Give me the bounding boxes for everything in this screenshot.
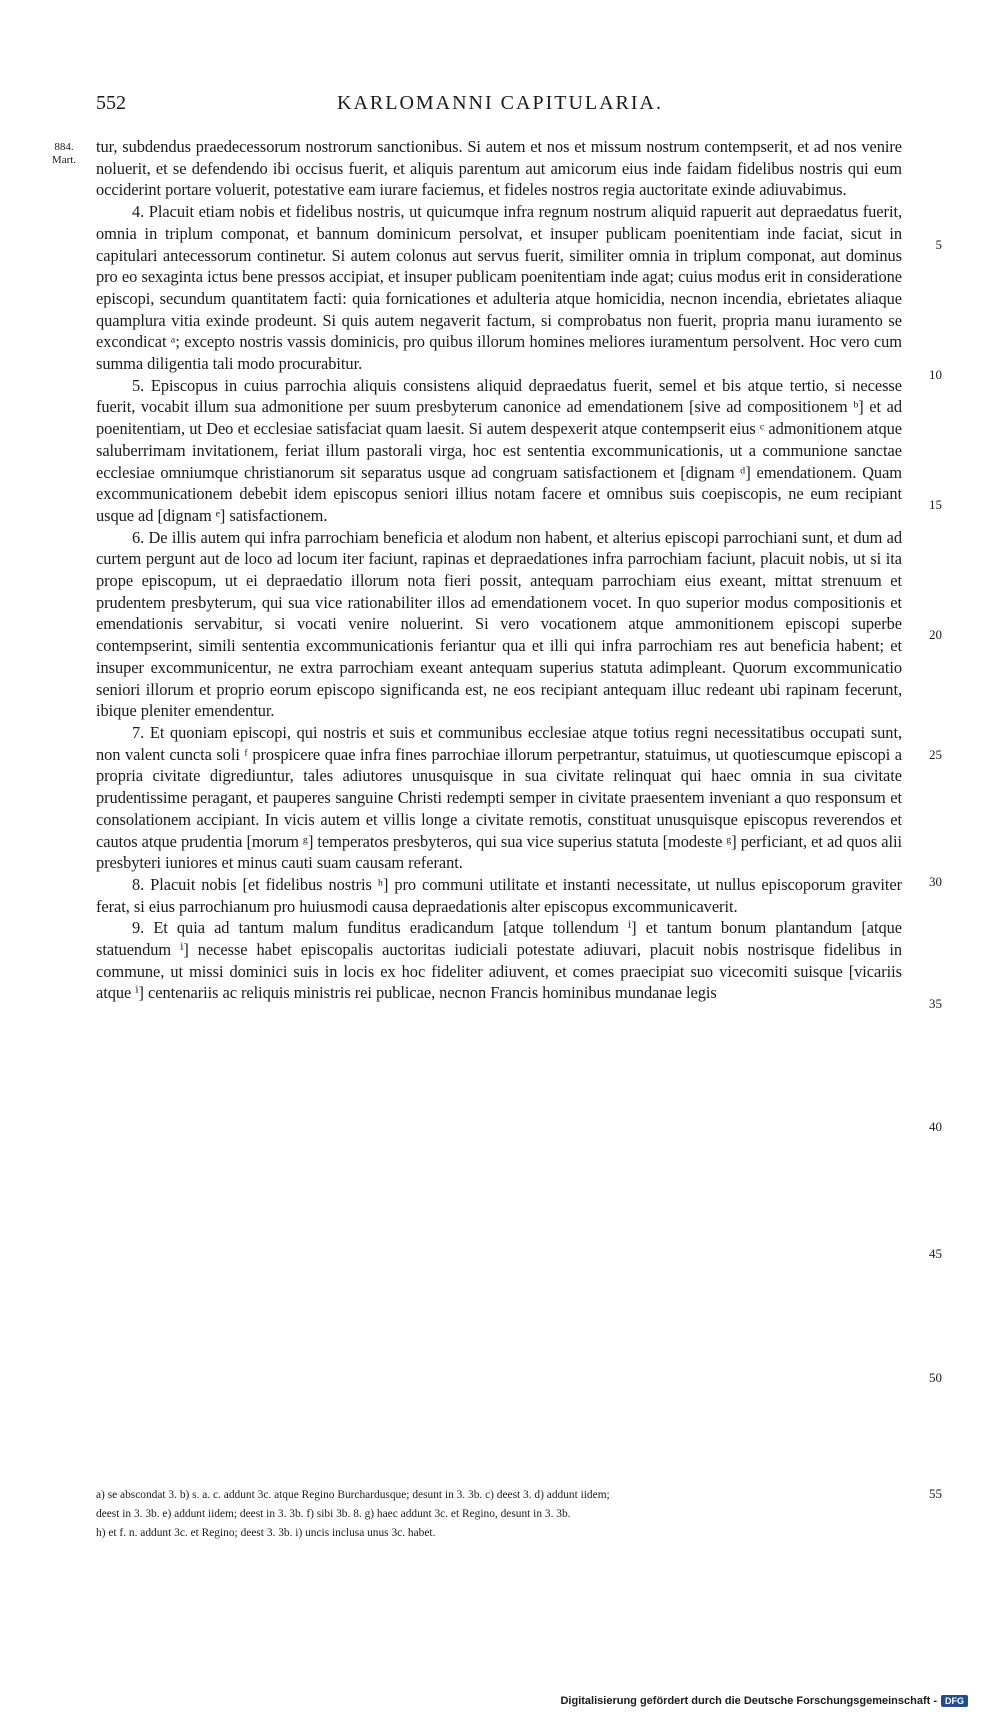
running-title: KARLOMANNI CAPITULARIA. — [337, 92, 663, 114]
line-number: 20 — [929, 627, 942, 642]
line-number: 35 — [929, 996, 942, 1011]
paragraph-5: 5. Episcopus in cuius parrochia aliquis consistens aliquid depraedatus fuerit, semel et bis atque tertio, si necesse fuerit, vocabit illum sua admonitione per suum presbyterum canonice ad emendationem [sive ad compositionem ᵇ] et ad poenitentiam, ut Deo et ecclesiae satisfaciat quam laesit. Si autem despexerit atque contempserit eius ᶜ admonitionem atque saluberrimam invitationem, feriat illum pastorali virga, hoc est sententia excommunicationis, ut a communione sanctae ecclesiae omniumque christianorum sit separatus usque ad congruam satisfactionem et [dignam ᵈ] emendationem. Quam excommunicationem debebit idem episcopus seniori illius notam facere et omnibus suis coepiscopis, ne eum recipiant usque ad [dignam ᵉ] satisfactionem. — [96, 375, 902, 525]
line-number: 50 — [929, 1370, 942, 1385]
line-number: 10 — [929, 367, 942, 382]
paragraph-6: 6. De illis autem qui infra parrochiam beneficia et alodum non habent, et alterius episcopi parrochiani sunt, et dum ad curtem pergunt aut de loco ad locum iter faciunt, rapinas et depraedationes infra parrochiam faciunt, placuit nobis, ut si ita prope episcopum, ut ei depraedatio illorum nota fieri possit, antequam parrochiam eius exeant, mittat strenuum et prudentem presbyterum, qui sua vice rationabiliter illos ad emendationem vocet. In quo superior modus compositionis et emendationis servabitur, si vocati venire noluerint. Si vero vocationem atque ammonitionem episcopi superbe contempserint, simili sententia excommunicationis feriantur qua et illi qui infra parrochiam res aut beneficia habent; et insuper excommunicentur, ne extra parrochiam exeant antequam superius statuta adimpleant. Quorum excommunicatio seniori illorum et proprio eorum episcopo significanda est, ne eos recipiant antequam illuc redeant ubi rapinam fecerunt, ibique pleniter emendentur. — [96, 527, 902, 721]
line-number: 25 — [929, 747, 942, 762]
footnote-line: h) et f. n. addunt 3c. et Regino; deest 3. 3b. i) uncis inclusa unus 3c. habet. — [96, 1527, 436, 1539]
footnote-line: a) se abscondat 3. b) s. a. c. addunt 3c. atque Regino Burchardusque; desunt in 3. 3b. c) deest 3. d) addunt iidem; — [96, 1489, 610, 1501]
main-text — [96, 136, 902, 1004]
page-number: 552 — [96, 92, 126, 114]
marginal-date — [44, 141, 84, 167]
dfg-logo: DFG — [941, 1695, 968, 1707]
line-number: 45 — [929, 1246, 942, 1261]
paragraph-4: 4. Placuit etiam nobis et fidelibus nostris, ut quicumque infra regnum nostrum aliquid rapuerit aut depraedatus fuerit, omnia in triplum componat, et bannum dominicum persolvat, et insuper publicam poenitentiam inde faciat, sicut in capitulari antecessorum continetur. Si autem colonus aut servus fuerit, similiter omnia in triplum componat, aut dominus pro eo sexaginta ictus bene pressos accipiat, et insuper publicam poenitentiam inde agat; cuius modus erit in consideratione episcopi, secundum quantitatem facti: quia fornicationes et adulteria atque homicidia, necnon incendia, ebrietates aliaque quamplura vitia exinde prodeunt. Si quis autem negaverit factum, si comprobatus non fuerit, propria manu iuramento se excondicat ᵃ; excepto nostris vassis dominicis, pro quibus illorum homines meliores iuramentum persolvent. Hoc vero cum summa diligentia tali modo procurabitur. — [96, 202, 902, 374]
credit-text: Digitalisierung gefördert durch die Deutsche Forschungsgemeinschaft - — [560, 1695, 937, 1707]
line-number: 5 — [935, 237, 942, 252]
footnotes — [96, 1486, 926, 1543]
line-number: 15 — [929, 497, 942, 512]
paragraph-8: 8. Placuit nobis [et fidelibus nostris ʰ] pro communi utilitate et instanti necessitate, ut nullus episcoporum graviter ferat, si eius parrochianum pro huiusmodi causa depraedationis alter episcopus excommunicaverit. — [96, 874, 902, 916]
paragraph-7: 7. Et quoniam episcopi, qui nostris et suis et communibus ecclesiae atque totius regni necessitatibus occupati sunt, non valent cuncta soli ᶠ prospicere quae infra fines parrochiae illorum perpetrantur, statuimus, ut quotiescumque episcopi a propria civitate digrediuntur, tales adiutores unusquisque in sua civitate relinquat qui haec omnia in sua civitate prudentissime peragant, et pauperes sanguine Christi redempti semper in civitate praesentem inveniant a quo responsum et consolationem accipiant. In vicis autem et villis longe a civitate remotis, constituat unusquisque episcopus reverendos et cautos atque prudentia [morum ᵍ] temperatos presbyteros, qui sua vice superius statuta [modeste ᵍ] perficiant, et ad quos alii presbyteri iuniores et minus cauti suam causam referant. — [96, 722, 902, 873]
marginal-year: 884. — [54, 141, 74, 153]
line-number: 40 — [929, 1119, 942, 1134]
line-number: 30 — [929, 874, 942, 889]
line-number: 55 — [929, 1486, 942, 1501]
footnote-line: deest in 3. 3b. e) addunt iidem; deest in 3. 3b. f) sibi 3b. 8. g) haec addunt 3c. et Regino, desunt in 3. 3b. — [96, 1508, 571, 1520]
marginal-month: Mart. — [51, 154, 77, 166]
paragraph-9: 9. Et quia ad tantum malum funditus eradicandum [atque tollendum ⁱ] et tantum bonum plantandum [atque statuendum ⁱ] necesse habet episcopalis auctoritas iudiciali potestate adiuvari, placuit nobis nostrisque fidelibus in commune, ut missi dominici suis in locis ex hoc fideliter adiuvent, et comes praecipiat suo vicecomiti suisque [vicariis atque ⁱ] centenariis ac reliquis ministris rei publicae, necnon Francis hominibus mundanae legis — [96, 918, 902, 1003]
paragraph-continuation: tur, subdendus praedecessorum nostrorum sanctionibus. Si autem et nos et missum nostrum contempserit, et ad nos venire noluerit, et se defendendo ibi occisus fuerit, et aliquis parentum aut amicorum eius inde faidam fidelibus nostris qui eum occiderint portare voluerit, potestative eam iurare faciemus, et fideles nostros regia auctoritate exinde adiuvabimus. — [96, 137, 902, 200]
footer-credit — [560, 1695, 968, 1707]
